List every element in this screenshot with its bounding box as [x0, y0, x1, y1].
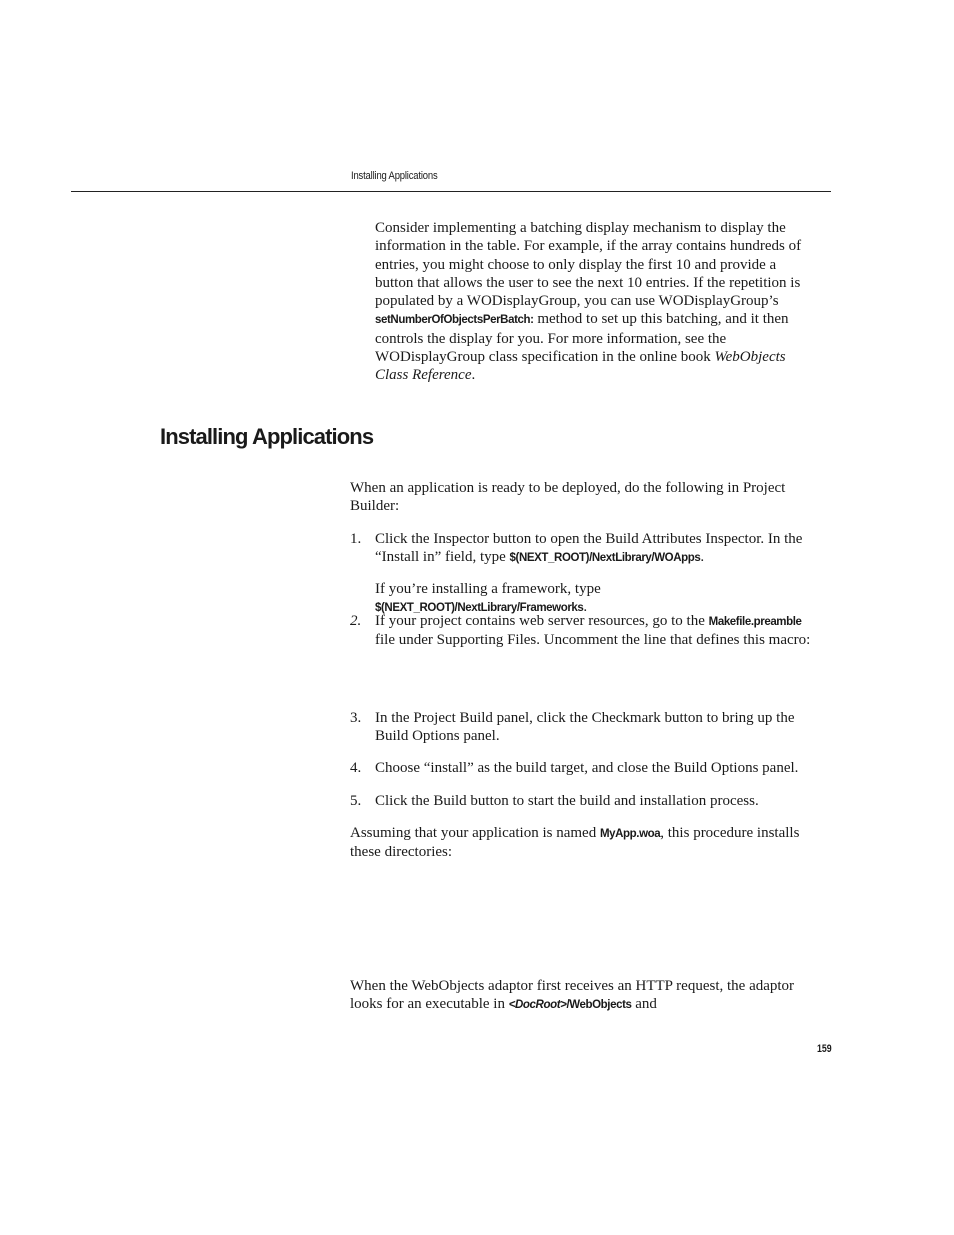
step-1-code: $(NEXT_ROOT)/NextLibrary/WOApps — [509, 552, 701, 565]
adaptor-text-2: and — [631, 996, 657, 1013]
framework-note-text: If you’re installing a framework, type — [375, 581, 601, 597]
step-5-text: Click the Build button to start the build and installation process. — [375, 793, 759, 809]
step-number: 1. — [350, 531, 362, 547]
intro-end: . — [471, 367, 476, 384]
step-4-text: Choose “install” as the build target, and close the Build Options panel. — [375, 760, 799, 776]
step-2-text: If your project contains web server resources, go to the — [375, 613, 709, 629]
adaptor-code-docroot: <DocRoot> — [508, 999, 567, 1012]
intro-paragraph — [375, 219, 815, 385]
intro-code-method: setNumberOfObjectsPerBatch: — [375, 314, 534, 327]
list-item-step-3 — [350, 709, 820, 746]
assume-text-1: Assuming that your application is named — [350, 825, 600, 841]
assumption-paragraph — [350, 824, 805, 862]
intro-text-1: Consider implementing a batching display mechanism to display the information in the table. For example, if the array contains hundreds of entries, you might choose to only display the first 10 and provide a button that allows the user to see the next 10 entries. If the repetition is populated by a WODisplayGroup, you can use WODisplayGroup’s — [375, 220, 802, 310]
page-number: 159 — [817, 1043, 832, 1055]
framework-note-code: $(NEXT_ROOT)/NextLibrary/Frameworks — [375, 602, 584, 615]
step-text — [375, 530, 820, 568]
running-head: Installing Applications — [351, 170, 438, 182]
section-heading: Installing Applications — [160, 424, 374, 449]
step-number: 5. — [350, 793, 362, 809]
assume-text-2: , this procedure installs these directories: — [350, 825, 800, 861]
list-item-step-2 — [350, 612, 820, 650]
step-2-end: file under Supporting Files. Uncomment the line that defines this macro: — [375, 632, 811, 649]
lead-paragraph: When an application is ready to be deployed, do the following in Project Builder: — [350, 480, 786, 515]
list-item-step-1 — [350, 530, 820, 568]
step-1-text: Click the Inspector button to open the Build Attributes Inspector. In the “Install in” field, type — [375, 531, 803, 566]
step-number: 2. — [350, 613, 362, 629]
assume-code: MyApp.woa — [599, 828, 661, 840]
step-3-text: In the Project Build panel, click the Checkmark button to bring up the Build Options panel. — [375, 710, 795, 745]
step-1-end: . — [700, 549, 705, 566]
step-text — [375, 612, 820, 650]
step-number: 4. — [350, 760, 362, 776]
list-item-step-5 — [350, 792, 820, 810]
intro-book-title: WebObjects Class Reference — [375, 349, 786, 384]
adaptor-paragraph — [350, 977, 810, 1015]
step-2-code: Makefile.preamble — [708, 616, 802, 628]
header-rule — [71, 191, 831, 192]
framework-note-end: . — [583, 599, 588, 616]
adaptor-code-path: /WebObjects — [566, 999, 632, 1012]
intro-text-2: method to set up this batching, and it then controls the display for you. For more information, see the WODisplayGroup class specification in the online book — [375, 311, 789, 366]
adaptor-text-1: When the WebObjects adaptor first receives an HTTP request, the adaptor looks for an executable in — [350, 978, 795, 1013]
list-item-step-4 — [350, 759, 820, 777]
step-number: 3. — [350, 710, 362, 726]
